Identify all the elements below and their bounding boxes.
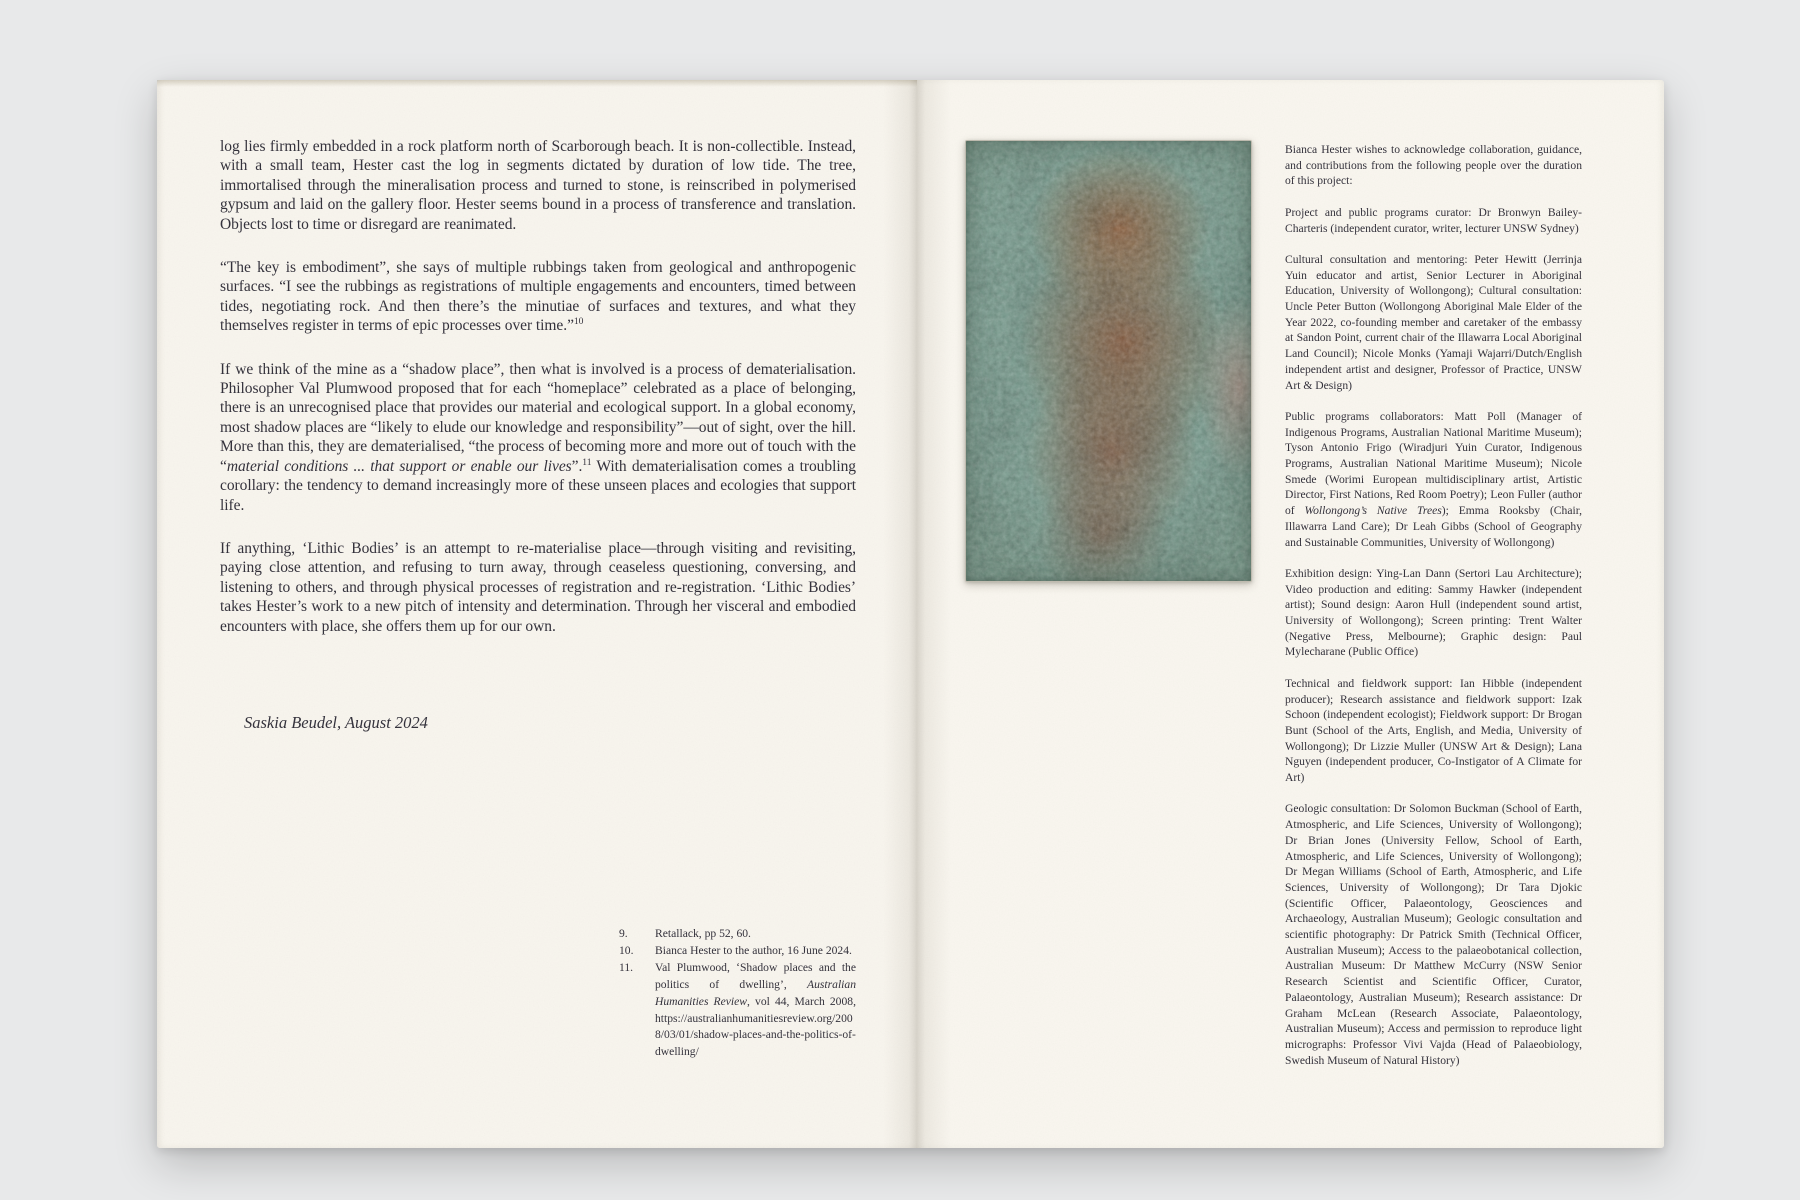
body-paragraph: log lies firmly embedded in a rock platform north of Scarborough beach. It is non-collectible. Instead, with a small team, Hester cast the log in segments dictated by duration of low tide. The tree, immortalised through the mineralisation process and turned to stone, is reinscribed in polymerised gypsum and laid on the gallery floor. Hester seems bound in a process of transference and translation. Objects lost to time or disregard are reanimated.	[220, 138, 856, 233]
essay-text	[220, 137, 856, 660]
footnote-item	[619, 943, 856, 960]
right-page	[917, 80, 1664, 1148]
footnote-item	[619, 960, 856, 1061]
open-book-spread	[157, 80, 1664, 1148]
acknowledgement-paragraph: Public programs collaborators: Matt Poll (Manager of Indigenous Programs, Australian National Maritime Museum); Tyson Antonio Frigo (Wiradjuri Yuin Curator, Indigenous Programs, Australian National Maritime Museum); Nicole Smede (Worimi European multidisciplinary artist, Artistic Director, First Nations, Red Room Poetry); Leon Fuller (author of Wollongong’s Native Trees); Emma Rooksby (Chair, Illawarra Land Care); Dr Leah Gibbs (School of Geography and Sustainable Communities, University of Wollongong)	[1285, 409, 1583, 549]
footnote-text: Retallack, pp 52, 60.	[655, 927, 751, 940]
body-paragraph: If anything, ‘Lithic Bodies’ is an attempt to re-materialise place—through visiting and revisiting, paying close attention, and refusing to turn away, through ceaseless questioning, conversing, and listening to others, and through physical processes of registration and re-registration. ‘Lithic Bodies’ takes Hester’s work to a new pitch of intensity and determination. Through her visceral and embodied encounters with place, she offers them up for our own.	[220, 539, 856, 635]
footnote-text: Bianca Hester to the author, 16 June 2024.	[655, 943, 852, 957]
footnote-text: Val Plumwood, ‘Shadow places and the politics of dwelling’, Australian Humanities Review, vol 44, March 2008, https://australianhumanitiesreview.org/2008/03/01/shadow-places-and-the-politics-of-dwelling/	[655, 960, 856, 1059]
body-paragraph: If we think of the mine as a “shadow place”, then what is involved is a process of dematerialisation. Philosopher Val Plumwood proposed that for each “homeplace” celebrated as a place of belonging, there is an unrecognised place that provides our material and ecological support. In a global economy, most shadow places are “likely to elude our knowledge and responsibility”—out of sight, over the hill. More than this, they are dematerialised, “the process of becoming more and more out of touch with the “material conditions ... that support or enable our lives”.$^{11}$ With dematerialisation comes a troubling corollary: the tendency to demand increasingly more of these unseen places and ecologies that support life.	[220, 360, 856, 514]
acknowledgement-paragraph: Geologic consultation: Dr Solomon Buckman (School of Earth, Atmospheric, and Life Sciences, University of Wollongong); Dr Brian Jones (University Fellow, School of Earth, Atmospheric, and Life Sciences, University of Wollongong); Dr Megan Williams (School of Earth, Atmospheric, and Life Sciences, University of Wollongong); Dr Tara Djokic (Scientific Officer, Palaeontology, Geosciences and Archaeology, Australian Museum); Geologic consultation and scientific photography: Dr Patrick Smith (Technical Officer, Australian Museum); Access to the palaeobotanical collection, Australian Museum: Dr Matthew McCurry (NSW Senior Research Scientist and Scientific Officer, Curator, Palaeontology, Australian Museum); Research assistance: Dr Graham McLean (Research Associate, Palaeontology, Australian Museum); Access and permission to reproduce light micrographs: Professor Vivi Vajda (Head of Palaeobiology, Swedish Museum of Natural History)	[1285, 802, 1582, 1067]
acknowledgement-paragraph: Project and public programs curator: Dr Bronwyn Bailey-Charteris (independent curator, writer, lecturer UNSW Sydney)	[1285, 205, 1582, 235]
artwork-light-grain	[966, 141, 1251, 581]
acknowledgements-column	[1285, 142, 1582, 1084]
footnote-number: 11.	[619, 960, 634, 974]
acknowledgement-paragraph: Technical and fieldwork support: Ian Hibble (independent producer); Research assistance and fieldwork support: Izak Schoon (independent ecologist); Fieldwork support: Dr Brogan Bunt (School of the Arts, English, and Media, University of Wollongong); Dr Lizzie Muller (UNSW Art & Design); Lana Nguyen (independent producer, Co-Instigator of A Climate for Art)	[1285, 676, 1582, 785]
acknowledgement-paragraph: Cultural consultation and mentoring: Peter Hewitt (Jerrinja Yuin educator and artist, Senior Lecturer in Aboriginal Education, University of Wollongong); Cultural consultation: Uncle Peter Button (Wollongong Aboriginal Male Elder of the Year 2022, co-founding member and caretaker of the embassy at Sandon Point, current chair of the Illawarra Local Aboriginal Land Council); Nicole Monks (Yamaji Wajarri/Dutch/English independent artist and designer, Professor of Practice, UNSW Art & Design)	[1285, 252, 1582, 392]
footnote-item	[619, 926, 856, 943]
footnotes-block	[619, 926, 856, 1061]
footnote-number: 9.	[619, 927, 628, 940]
author-signature: Saskia Beudel, August 2024	[244, 713, 428, 732]
acknowledgement-paragraph: Bianca Hester wishes to acknowledge collaboration, guidance, and contributions from the following people over the duration of this project:	[1285, 143, 1582, 188]
footnote-number: 10.	[619, 943, 634, 957]
artwork-photo	[965, 140, 1252, 582]
left-page	[157, 80, 917, 1148]
body-paragraph: “The key is embodiment”, she says of multiple rubbings taken from geological and anthropogenic surfaces. “I see the rubbings as registrations of multiple engagements and encounters, timed between tides, negotiating rock. And then there’s the minutiae of surfaces and textures, and what they themselves register in terms of epic processes over time.”$^{10}$	[220, 259, 856, 335]
acknowledgement-paragraph: Exhibition design: Ying-Lan Dann (Sertori Lau Architecture); Video production and editing: Sammy Hawker (independent artist); Sound design: Aaron Hull (independent sound artist, University of Wollongong); Screen printing: Trent Walter (Negative Press, Melbourne); Graphic design: Paul Mylecharane (Public Office)	[1285, 566, 1582, 659]
